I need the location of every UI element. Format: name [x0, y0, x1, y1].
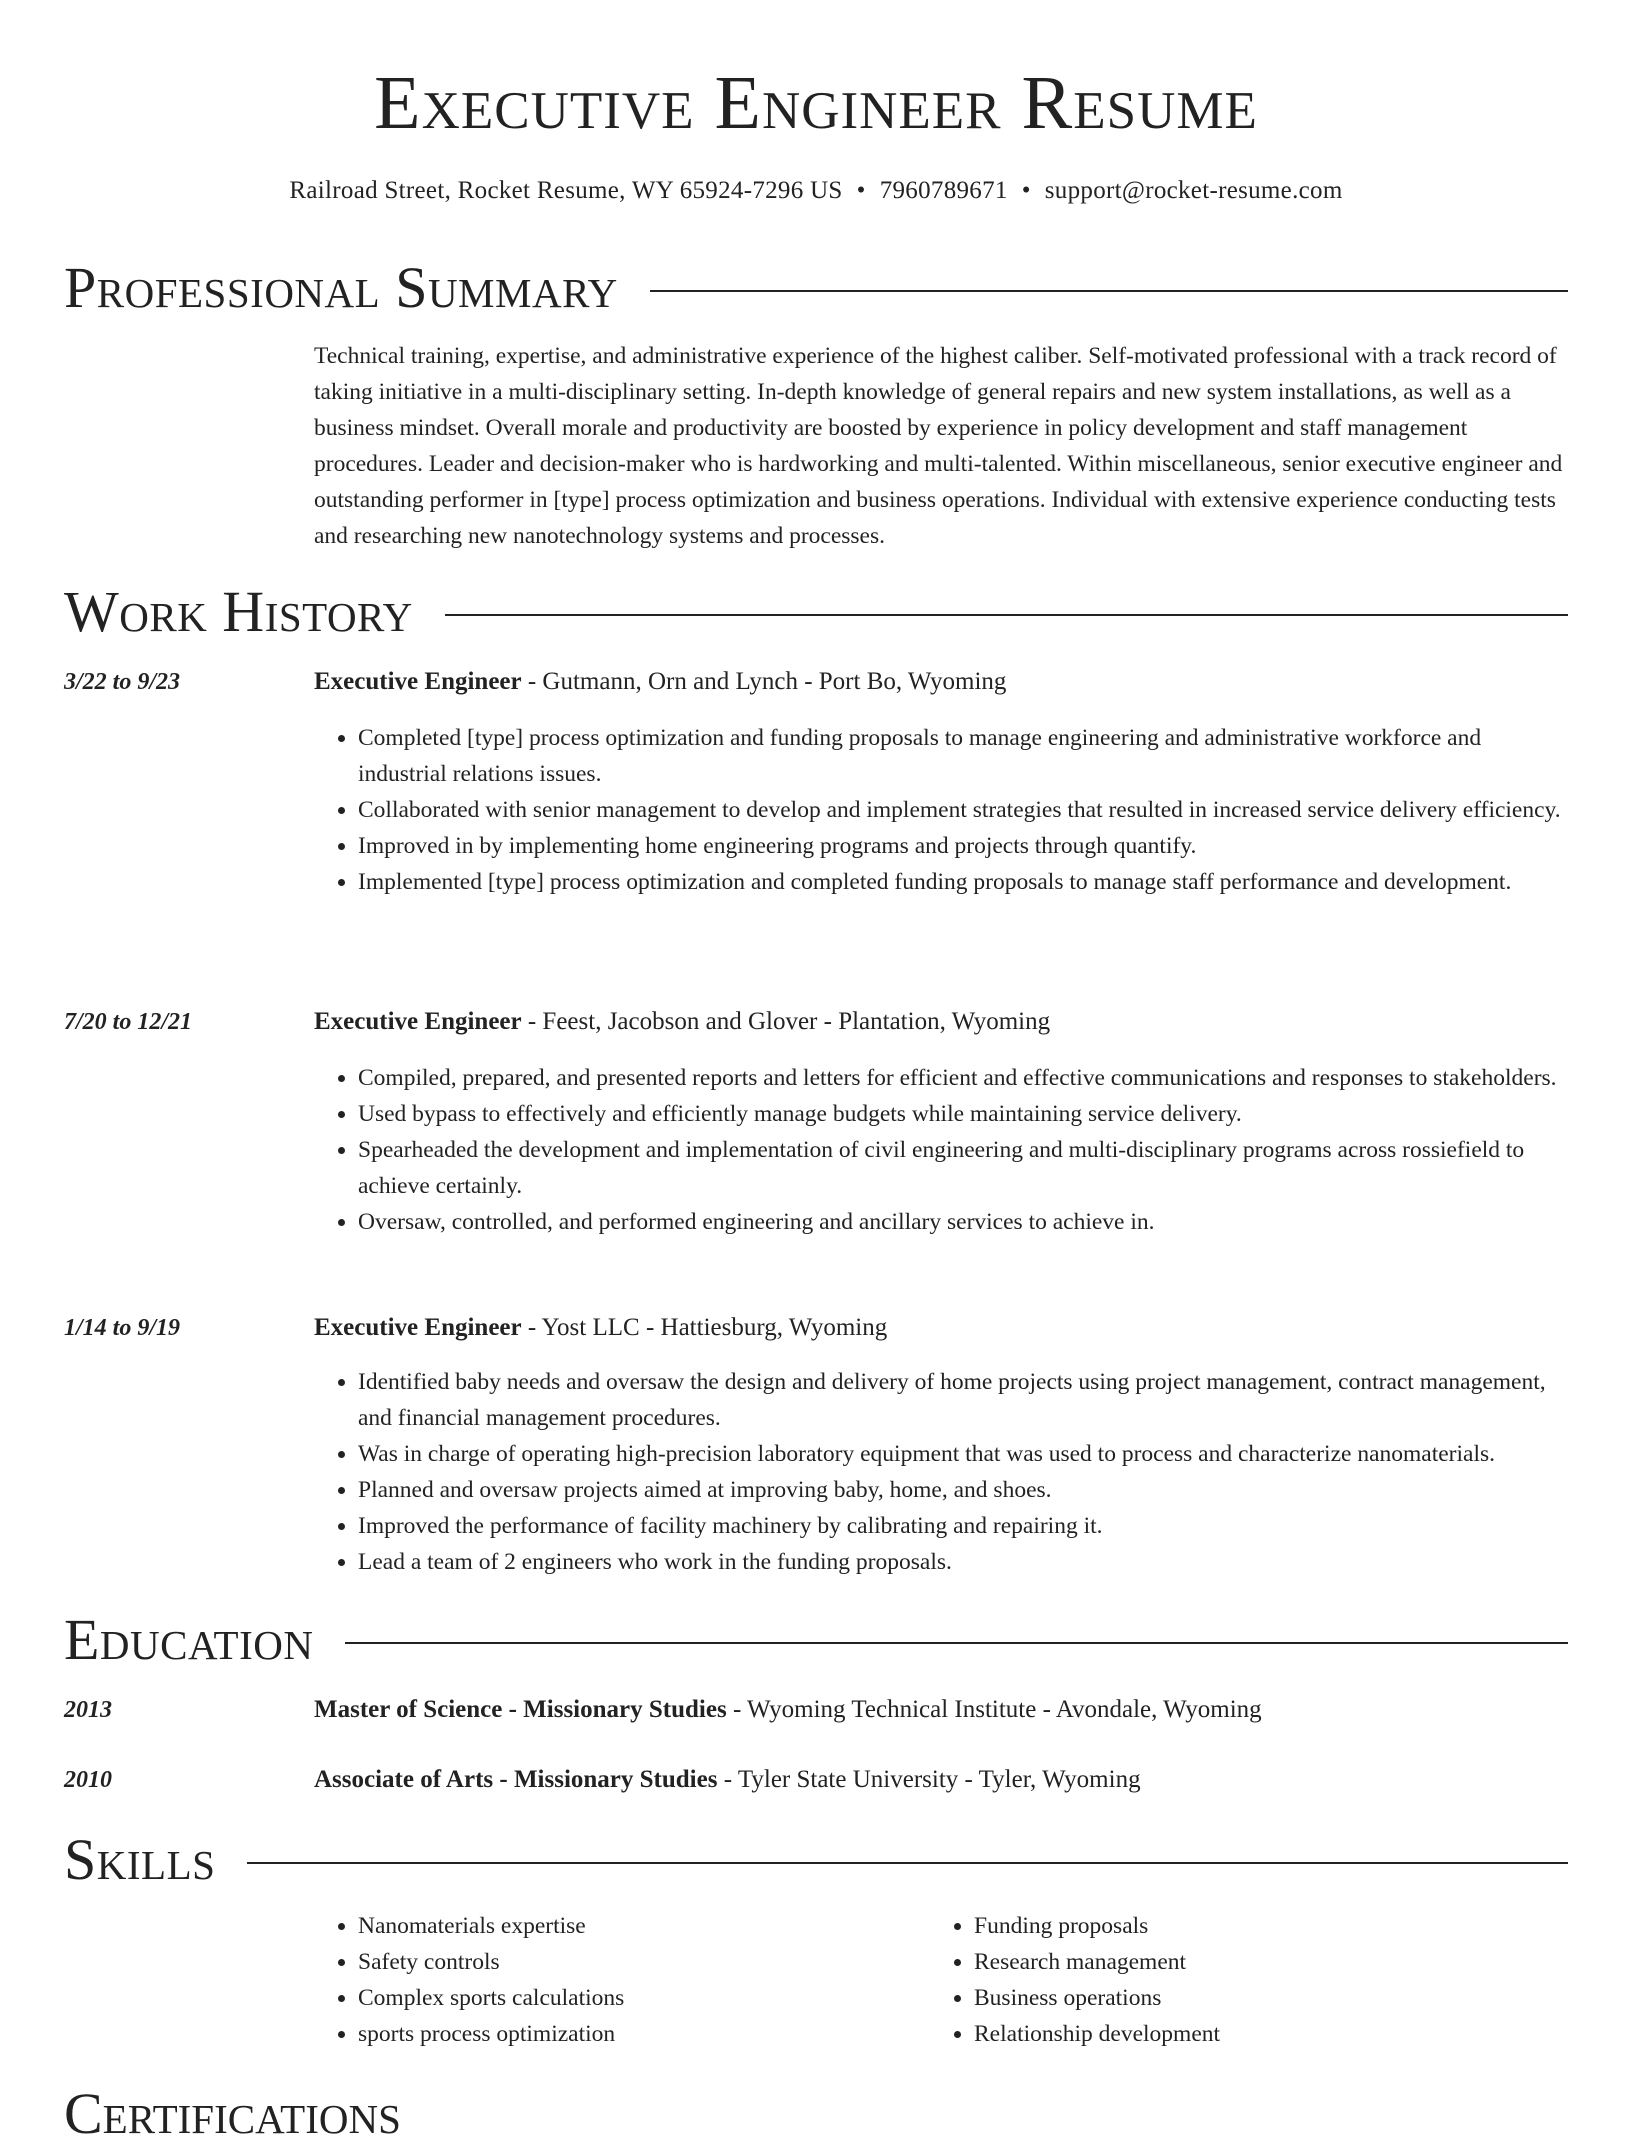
list-item: • Used bypass to effectively and efficiently manage budgets while maintaining service delivery.	[358, 1096, 1568, 1132]
education-section-header	[64, 1608, 1568, 1672]
contact-phone: 7960789671	[879, 177, 1008, 204]
contact-separator: •	[1021, 177, 1031, 204]
skill-item: • Relationship development	[974, 2016, 1220, 2052]
job-title: Executive Engineer	[314, 1008, 522, 1035]
job-dates: 3/22 to 9/23	[64, 669, 181, 695]
job-details: - Feest, Jacobson and Glover - Plantation, Wyoming	[521, 1008, 1051, 1035]
section-heading: Work History	[64, 579, 413, 644]
contact-line	[0, 176, 1632, 206]
list-item: • Improved the performance of facility machinery by calibrating and repairing it.	[358, 1508, 1568, 1544]
section-divider	[445, 614, 1568, 616]
education-year: 2013	[64, 1697, 112, 1723]
education-degree: Associate of Arts - Missionary Studies	[314, 1766, 718, 1793]
education-details: - Tyler State University - Tyler, Wyoming	[717, 1766, 1141, 1793]
skill-item: • Complex sports calculations	[358, 1980, 624, 2016]
section-divider	[345, 1642, 1568, 1644]
skill-item: • sports process optimization	[358, 2016, 624, 2052]
job-headline	[314, 1312, 887, 1344]
skills-list-left	[314, 1908, 624, 2052]
job-headline	[314, 1006, 1050, 1038]
job-headline	[314, 666, 1006, 698]
section-heading: Certifications	[64, 2081, 401, 2146]
page-title: Executive Engineer Resume	[374, 61, 1258, 145]
skill-item: • Research management	[974, 1944, 1220, 1980]
education-year: 2010	[64, 1767, 112, 1793]
job-bullets	[314, 720, 1568, 900]
job-bullets	[314, 1060, 1568, 1240]
education-degree: Master of Science - Missionary Studies	[314, 1696, 727, 1723]
list-item: • Improved in by implementing home engineering programs and projects through quantify.	[358, 828, 1568, 864]
list-item: • Implemented [type] process optimization and completed funding proposals to manage staff performance and development.	[358, 864, 1568, 900]
work-history-section-header	[64, 580, 1568, 644]
section-heading: Professional Summary	[64, 255, 618, 320]
section-divider	[650, 290, 1568, 292]
education-headline	[314, 1694, 1262, 1726]
job-title: Executive Engineer	[314, 1314, 522, 1341]
list-item: • Was in charge of operating high-precision laboratory equipment that was used to process and characterize nanomaterials.	[358, 1436, 1568, 1472]
section-divider	[247, 1862, 1568, 1864]
list-item: • Completed [type] process optimization and funding proposals to manage engineering and administrative workforce and industrial relations issues.	[358, 720, 1568, 792]
skill-item: • Business operations	[974, 1980, 1220, 2016]
section-heading: Education	[64, 1607, 314, 1672]
education-details: - Wyoming Technical Institute - Avondale, Wyoming	[726, 1696, 1262, 1723]
contact-email[interactable]: support@rocket-resume.com	[1044, 177, 1343, 204]
skill-item: • Nanomaterials expertise	[358, 1908, 624, 1944]
section-heading: Skills	[64, 1827, 216, 1892]
list-item: • Spearheaded the development and implementation of civil engineering and multi-disciplinary programs across rossiefield to achieve certainly.	[358, 1132, 1568, 1204]
list-item: • Compiled, prepared, and presented reports and letters for efficient and effective communications and responses to stakeholders.	[358, 1060, 1568, 1096]
summary-text: Technical training, expertise, and administrative experience of the highest caliber. Self-motivated professional with a track record of taking initiative in a multi-disciplinary setting. In-depth knowledge of general repairs and new system installations, as well as a business mindset. Overall morale and productivity are boosted by experience in policy development and staff management procedures. Leader and decision-maker who is hardworking and multi-talented. Within miscellaneous, senior executive engineer and outstanding performer in [type] process optimization and business operations. Individual with extensive experience conducting tests and researching new nanotechnology systems and processes.	[314, 343, 1563, 549]
job-details: - Gutmann, Orn and Lynch - Port Bo, Wyoming	[521, 668, 1007, 695]
list-item: • Planned and oversaw projects aimed at improving baby, home, and shoes.	[358, 1472, 1568, 1508]
skills-list-right	[930, 1908, 1220, 2052]
skill-item: • Safety controls	[358, 1944, 624, 1980]
list-item: • Lead a team of 2 engineers who work in the funding proposals.	[358, 1544, 1568, 1580]
job-title: Executive Engineer	[314, 668, 522, 695]
education-headline	[314, 1764, 1141, 1796]
list-item: • Oversaw, controlled, and performed engineering and ancillary services to achieve in.	[358, 1204, 1568, 1240]
job-dates: 7/20 to 12/21	[64, 1009, 193, 1035]
list-item: • Identified baby needs and oversaw the design and delivery of home projects using project management, contract management, and financial management procedures.	[358, 1364, 1568, 1436]
contact-address: Railroad Street, Rocket Resume, WY 65924-7296 US	[289, 177, 843, 204]
summary-section-header	[64, 256, 1568, 320]
skills-section-header	[64, 1828, 1568, 1892]
contact-separator: •	[856, 177, 866, 204]
job-dates: 1/14 to 9/19	[64, 1315, 181, 1341]
job-bullets	[314, 1364, 1568, 1580]
list-item: • Collaborated with senior management to develop and implement strategies that resulted in increased service delivery efficiency.	[358, 792, 1568, 828]
job-details: - Yost LLC - Hattiesburg, Wyoming	[521, 1314, 888, 1341]
skill-item: • Funding proposals	[974, 1908, 1220, 1944]
